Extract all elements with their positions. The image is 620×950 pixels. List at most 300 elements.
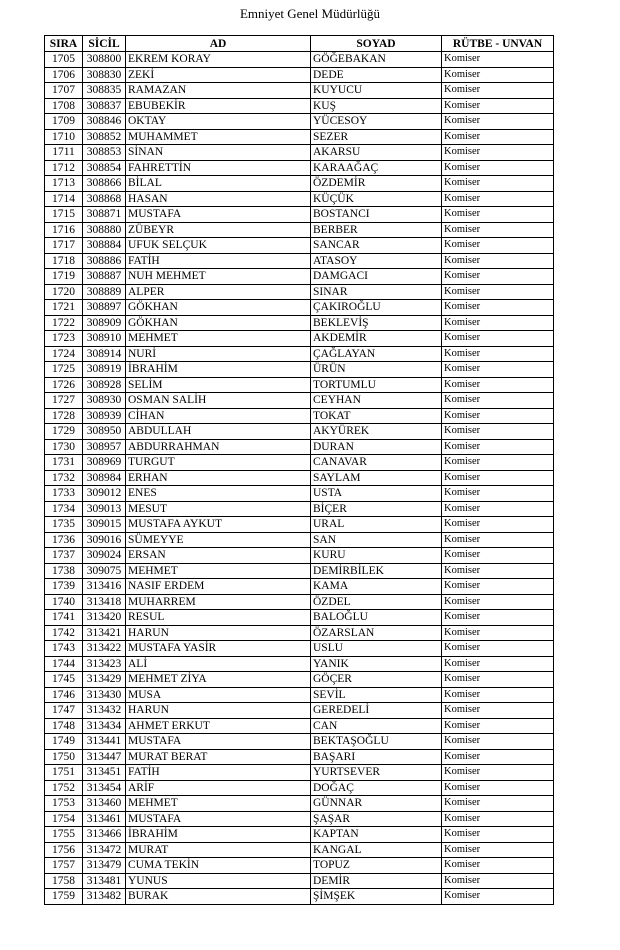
sira-cell: 1757 bbox=[45, 858, 83, 874]
sicil-cell: 313447 bbox=[83, 749, 126, 765]
table-row bbox=[45, 765, 554, 781]
table-row bbox=[45, 362, 554, 378]
rutbe-cell: Komiser bbox=[442, 470, 554, 486]
ad-cell: MURAT bbox=[126, 842, 311, 858]
soyad-cell: BERBER bbox=[311, 222, 442, 238]
rutbe-cell: Komiser bbox=[442, 83, 554, 99]
soyad-cell: AKYÜREK bbox=[311, 424, 442, 440]
sicil-cell: 313418 bbox=[83, 594, 126, 610]
table-row bbox=[45, 517, 554, 533]
ad-cell: EKREM KORAY bbox=[126, 52, 311, 68]
sicil-cell: 308854 bbox=[83, 160, 126, 176]
sicil-cell: 308909 bbox=[83, 315, 126, 331]
sicil-cell: 313422 bbox=[83, 641, 126, 657]
sicil-cell: 308928 bbox=[83, 377, 126, 393]
sicil-cell: 308835 bbox=[83, 83, 126, 99]
table-row bbox=[45, 346, 554, 362]
ad-cell: FATİH bbox=[126, 765, 311, 781]
rutbe-cell: Komiser bbox=[442, 160, 554, 176]
table-row bbox=[45, 889, 554, 905]
soyad-cell: YURTSEVER bbox=[311, 765, 442, 781]
sira-cell: 1758 bbox=[45, 873, 83, 889]
rutbe-cell: Komiser bbox=[442, 191, 554, 207]
rutbe-cell: Komiser bbox=[442, 362, 554, 378]
sira-cell: 1730 bbox=[45, 439, 83, 455]
soyad-cell: BALOĞLU bbox=[311, 610, 442, 626]
rutbe-cell: Komiser bbox=[442, 145, 554, 161]
rutbe-cell: Komiser bbox=[442, 98, 554, 114]
ad-cell: ARİF bbox=[126, 780, 311, 796]
sicil-cell: 313441 bbox=[83, 734, 126, 750]
rutbe-cell: Komiser bbox=[442, 253, 554, 269]
sicil-cell: 313421 bbox=[83, 625, 126, 641]
sicil-cell: 309024 bbox=[83, 548, 126, 564]
sira-cell: 1750 bbox=[45, 749, 83, 765]
soyad-cell: SANCAR bbox=[311, 238, 442, 254]
sicil-cell: 309016 bbox=[83, 532, 126, 548]
soyad-cell: GEREDELİ bbox=[311, 703, 442, 719]
ad-cell: ALİ bbox=[126, 656, 311, 672]
sicil-cell: 309013 bbox=[83, 501, 126, 517]
table-row bbox=[45, 207, 554, 223]
sira-cell: 1710 bbox=[45, 129, 83, 145]
soyad-cell: SAYLAM bbox=[311, 470, 442, 486]
rutbe-cell: Komiser bbox=[442, 858, 554, 874]
sicil-cell: 313466 bbox=[83, 827, 126, 843]
sira-cell: 1722 bbox=[45, 315, 83, 331]
soyad-cell: URAL bbox=[311, 517, 442, 533]
sira-cell: 1708 bbox=[45, 98, 83, 114]
table-row bbox=[45, 579, 554, 595]
table-row bbox=[45, 858, 554, 874]
sira-cell: 1727 bbox=[45, 393, 83, 409]
table-row bbox=[45, 827, 554, 843]
rutbe-cell: Komiser bbox=[442, 129, 554, 145]
sicil-cell: 313430 bbox=[83, 687, 126, 703]
sicil-cell: 313472 bbox=[83, 842, 126, 858]
rutbe-cell: Komiser bbox=[442, 610, 554, 626]
rutbe-cell: Komiser bbox=[442, 687, 554, 703]
soyad-cell: GÖĞEBAKAN bbox=[311, 52, 442, 68]
rutbe-cell: Komiser bbox=[442, 424, 554, 440]
ad-cell: MUSTAFA bbox=[126, 734, 311, 750]
rutbe-cell: Komiser bbox=[442, 889, 554, 905]
sicil-cell: 313461 bbox=[83, 811, 126, 827]
table-row bbox=[45, 749, 554, 765]
sicil-cell: 309012 bbox=[83, 486, 126, 502]
sira-cell: 1728 bbox=[45, 408, 83, 424]
soyad-cell: KURU bbox=[311, 548, 442, 564]
ad-cell: MUHAMMET bbox=[126, 129, 311, 145]
ad-cell: ERHAN bbox=[126, 470, 311, 486]
rutbe-cell: Komiser bbox=[442, 656, 554, 672]
sira-cell: 1738 bbox=[45, 563, 83, 579]
table-row bbox=[45, 486, 554, 502]
table-row bbox=[45, 83, 554, 99]
table-row bbox=[45, 176, 554, 192]
ad-cell: YUNUS bbox=[126, 873, 311, 889]
sicil-cell: 308887 bbox=[83, 269, 126, 285]
ad-cell: MEHMET bbox=[126, 331, 311, 347]
sira-cell: 1745 bbox=[45, 672, 83, 688]
sira-cell: 1740 bbox=[45, 594, 83, 610]
table-row bbox=[45, 563, 554, 579]
sira-cell: 1733 bbox=[45, 486, 83, 502]
soyad-cell: ÇAĞLAYAN bbox=[311, 346, 442, 362]
sira-cell: 1715 bbox=[45, 207, 83, 223]
sira-cell: 1721 bbox=[45, 300, 83, 316]
sicil-cell: 308889 bbox=[83, 284, 126, 300]
ad-cell: MUHARREM bbox=[126, 594, 311, 610]
table-row bbox=[45, 718, 554, 734]
sira-cell: 1743 bbox=[45, 641, 83, 657]
table-row bbox=[45, 408, 554, 424]
sira-cell: 1737 bbox=[45, 548, 83, 564]
table-row bbox=[45, 222, 554, 238]
rutbe-cell: Komiser bbox=[442, 331, 554, 347]
ad-cell: MESUT bbox=[126, 501, 311, 517]
sicil-cell: 313434 bbox=[83, 718, 126, 734]
sicil-cell: 308919 bbox=[83, 362, 126, 378]
soyad-cell: ÇAKIROĞLU bbox=[311, 300, 442, 316]
soyad-cell: DEMİRBİLEK bbox=[311, 563, 442, 579]
sicil-cell: 308950 bbox=[83, 424, 126, 440]
rutbe-cell: Komiser bbox=[442, 439, 554, 455]
ad-cell: HASAN bbox=[126, 191, 311, 207]
table-row bbox=[45, 610, 554, 626]
sicil-cell: 308868 bbox=[83, 191, 126, 207]
sicil-cell: 308837 bbox=[83, 98, 126, 114]
ad-cell: OSMAN SALİH bbox=[126, 393, 311, 409]
table-row bbox=[45, 160, 554, 176]
sicil-cell: 313451 bbox=[83, 765, 126, 781]
sicil-cell: 308939 bbox=[83, 408, 126, 424]
ad-cell: ERSAN bbox=[126, 548, 311, 564]
table-row bbox=[45, 269, 554, 285]
sicil-cell: 313416 bbox=[83, 579, 126, 595]
ad-cell: ZÜBEYR bbox=[126, 222, 311, 238]
rutbe-cell: Komiser bbox=[442, 765, 554, 781]
sicil-cell: 308871 bbox=[83, 207, 126, 223]
ad-cell: BURAK bbox=[126, 889, 311, 905]
table-row bbox=[45, 331, 554, 347]
rutbe-cell: Komiser bbox=[442, 532, 554, 548]
soyad-cell: KANGAL bbox=[311, 842, 442, 858]
soyad-cell: SAN bbox=[311, 532, 442, 548]
rutbe-cell: Komiser bbox=[442, 269, 554, 285]
soyad-cell: KUŞ bbox=[311, 98, 442, 114]
ad-cell: HARUN bbox=[126, 625, 311, 641]
personnel-table bbox=[44, 35, 554, 905]
sira-cell: 1731 bbox=[45, 455, 83, 471]
sicil-cell: 313423 bbox=[83, 656, 126, 672]
sicil-cell: 308957 bbox=[83, 439, 126, 455]
sira-cell: 1746 bbox=[45, 687, 83, 703]
sicil-cell: 308930 bbox=[83, 393, 126, 409]
soyad-cell: KARAAĞAÇ bbox=[311, 160, 442, 176]
ad-cell: BİLAL bbox=[126, 176, 311, 192]
table-row bbox=[45, 284, 554, 300]
table-row bbox=[45, 67, 554, 83]
sira-cell: 1732 bbox=[45, 470, 83, 486]
soyad-cell: BEKTAŞOĞLU bbox=[311, 734, 442, 750]
soyad-cell: KÜÇÜK bbox=[311, 191, 442, 207]
table-row bbox=[45, 52, 554, 68]
ad-cell: AHMET ERKUT bbox=[126, 718, 311, 734]
table-row bbox=[45, 734, 554, 750]
sira-cell: 1752 bbox=[45, 780, 83, 796]
rutbe-cell: Komiser bbox=[442, 238, 554, 254]
ad-cell: HARUN bbox=[126, 703, 311, 719]
soyad-cell: ATASOY bbox=[311, 253, 442, 269]
ad-cell: ENES bbox=[126, 486, 311, 502]
soyad-cell: USLU bbox=[311, 641, 442, 657]
ad-cell: FAHRETTİN bbox=[126, 160, 311, 176]
rutbe-cell: Komiser bbox=[442, 207, 554, 223]
ad-cell: ABDULLAH bbox=[126, 424, 311, 440]
rutbe-cell: Komiser bbox=[442, 315, 554, 331]
sira-cell: 1705 bbox=[45, 52, 83, 68]
rutbe-cell: Komiser bbox=[442, 594, 554, 610]
column-header-soyad: SOYAD bbox=[311, 36, 442, 52]
table-body bbox=[45, 52, 554, 905]
sicil-cell: 313460 bbox=[83, 796, 126, 812]
ad-cell: SÜMEYYE bbox=[126, 532, 311, 548]
table-row bbox=[45, 238, 554, 254]
soyad-cell: YÜCESOY bbox=[311, 114, 442, 130]
sicil-cell: 313432 bbox=[83, 703, 126, 719]
ad-cell: NURİ bbox=[126, 346, 311, 362]
rutbe-cell: Komiser bbox=[442, 501, 554, 517]
sira-cell: 1749 bbox=[45, 734, 83, 750]
ad-cell: İBRAHİM bbox=[126, 362, 311, 378]
soyad-cell: CAN bbox=[311, 718, 442, 734]
table-row bbox=[45, 191, 554, 207]
ad-cell: CUMA TEKİN bbox=[126, 858, 311, 874]
ad-cell: ALPER bbox=[126, 284, 311, 300]
rutbe-cell: Komiser bbox=[442, 300, 554, 316]
soyad-cell: KAMA bbox=[311, 579, 442, 595]
sira-cell: 1742 bbox=[45, 625, 83, 641]
rutbe-cell: Komiser bbox=[442, 486, 554, 502]
sicil-cell: 313481 bbox=[83, 873, 126, 889]
rutbe-cell: Komiser bbox=[442, 625, 554, 641]
table-row bbox=[45, 811, 554, 827]
rutbe-cell: Komiser bbox=[442, 579, 554, 595]
table-row bbox=[45, 672, 554, 688]
sira-cell: 1714 bbox=[45, 191, 83, 207]
ad-cell: EBUBEKİR bbox=[126, 98, 311, 114]
rutbe-cell: Komiser bbox=[442, 780, 554, 796]
rutbe-cell: Komiser bbox=[442, 827, 554, 843]
sira-cell: 1723 bbox=[45, 331, 83, 347]
table-row bbox=[45, 145, 554, 161]
ad-cell: SİNAN bbox=[126, 145, 311, 161]
soyad-cell: DEMİR bbox=[311, 873, 442, 889]
sira-cell: 1707 bbox=[45, 83, 83, 99]
sicil-cell: 308897 bbox=[83, 300, 126, 316]
table-row bbox=[45, 439, 554, 455]
column-header-sira: SIRA bbox=[45, 36, 83, 52]
soyad-cell: ÜRÜN bbox=[311, 362, 442, 378]
sira-cell: 1751 bbox=[45, 765, 83, 781]
sicil-cell: 308880 bbox=[83, 222, 126, 238]
soyad-cell: DAMGACI bbox=[311, 269, 442, 285]
sira-cell: 1716 bbox=[45, 222, 83, 238]
sicil-cell: 308852 bbox=[83, 129, 126, 145]
soyad-cell: TOKAT bbox=[311, 408, 442, 424]
sira-cell: 1711 bbox=[45, 145, 83, 161]
soyad-cell: ŞİMŞEK bbox=[311, 889, 442, 905]
ad-cell: GÖKHAN bbox=[126, 300, 311, 316]
soyad-cell: TORTUMLU bbox=[311, 377, 442, 393]
rutbe-cell: Komiser bbox=[442, 114, 554, 130]
sicil-cell: 308884 bbox=[83, 238, 126, 254]
soyad-cell: SEZER bbox=[311, 129, 442, 145]
rutbe-cell: Komiser bbox=[442, 811, 554, 827]
table-row bbox=[45, 393, 554, 409]
sira-cell: 1720 bbox=[45, 284, 83, 300]
header-row bbox=[45, 36, 554, 52]
sicil-cell: 308853 bbox=[83, 145, 126, 161]
table-row bbox=[45, 780, 554, 796]
sira-cell: 1725 bbox=[45, 362, 83, 378]
table-row bbox=[45, 98, 554, 114]
ad-cell: MUSTAFA YASİR bbox=[126, 641, 311, 657]
ad-cell: TURGUT bbox=[126, 455, 311, 471]
table-row bbox=[45, 656, 554, 672]
ad-cell: MUSTAFA bbox=[126, 811, 311, 827]
table-row bbox=[45, 548, 554, 564]
ad-cell: MURAT BERAT bbox=[126, 749, 311, 765]
sicil-cell: 308984 bbox=[83, 470, 126, 486]
rutbe-cell: Komiser bbox=[442, 377, 554, 393]
sicil-cell: 313429 bbox=[83, 672, 126, 688]
sicil-cell: 308846 bbox=[83, 114, 126, 130]
soyad-cell: DOĞAÇ bbox=[311, 780, 442, 796]
ad-cell: NASIF ERDEM bbox=[126, 579, 311, 595]
rutbe-cell: Komiser bbox=[442, 408, 554, 424]
sira-cell: 1726 bbox=[45, 377, 83, 393]
table-row bbox=[45, 796, 554, 812]
rutbe-cell: Komiser bbox=[442, 796, 554, 812]
sicil-cell: 313454 bbox=[83, 780, 126, 796]
rutbe-cell: Komiser bbox=[442, 563, 554, 579]
sira-cell: 1755 bbox=[45, 827, 83, 843]
soyad-cell: ÖZDEMİR bbox=[311, 176, 442, 192]
ad-cell: ABDURRAHMAN bbox=[126, 439, 311, 455]
soyad-cell: AKARSU bbox=[311, 145, 442, 161]
rutbe-cell: Komiser bbox=[442, 346, 554, 362]
column-header-rutbe: RÜTBE - UNVAN bbox=[442, 36, 554, 52]
sicil-cell: 309015 bbox=[83, 517, 126, 533]
soyad-cell: BEKLEVİŞ bbox=[311, 315, 442, 331]
sicil-cell: 313482 bbox=[83, 889, 126, 905]
sicil-cell: 308866 bbox=[83, 176, 126, 192]
soyad-cell: ÖZARSLAN bbox=[311, 625, 442, 641]
sicil-cell: 308969 bbox=[83, 455, 126, 471]
ad-cell: MUSTAFA AYKUT bbox=[126, 517, 311, 533]
ad-cell: MEHMET bbox=[126, 796, 311, 812]
soyad-cell: BOSTANCI bbox=[311, 207, 442, 223]
rutbe-cell: Komiser bbox=[442, 734, 554, 750]
soyad-cell: GÜNNAR bbox=[311, 796, 442, 812]
sira-cell: 1717 bbox=[45, 238, 83, 254]
table-row bbox=[45, 470, 554, 486]
page-title: Emniyet Genel Müdürlüğü bbox=[239, 6, 381, 21]
ad-cell: MUSA bbox=[126, 687, 311, 703]
table-row bbox=[45, 532, 554, 548]
rutbe-cell: Komiser bbox=[442, 176, 554, 192]
sira-cell: 1739 bbox=[45, 579, 83, 595]
table-row bbox=[45, 315, 554, 331]
sicil-cell: 308886 bbox=[83, 253, 126, 269]
table-header bbox=[45, 36, 554, 52]
table-row bbox=[45, 703, 554, 719]
sicil-cell: 309075 bbox=[83, 563, 126, 579]
ad-cell: ZEKİ bbox=[126, 67, 311, 83]
ad-cell: SELİM bbox=[126, 377, 311, 393]
table-row bbox=[45, 625, 554, 641]
sira-cell: 1729 bbox=[45, 424, 83, 440]
soyad-cell: SEVİL bbox=[311, 687, 442, 703]
sira-cell: 1724 bbox=[45, 346, 83, 362]
rutbe-cell: Komiser bbox=[442, 548, 554, 564]
soyad-cell: ÖZDEL bbox=[311, 594, 442, 610]
soyad-cell: BİÇER bbox=[311, 501, 442, 517]
sicil-cell: 313479 bbox=[83, 858, 126, 874]
rutbe-cell: Komiser bbox=[442, 52, 554, 68]
sira-cell: 1706 bbox=[45, 67, 83, 83]
sira-cell: 1718 bbox=[45, 253, 83, 269]
rutbe-cell: Komiser bbox=[442, 641, 554, 657]
ad-cell: CİHAN bbox=[126, 408, 311, 424]
soyad-cell: ŞAŞAR bbox=[311, 811, 442, 827]
sira-cell: 1747 bbox=[45, 703, 83, 719]
sira-cell: 1744 bbox=[45, 656, 83, 672]
table-row bbox=[45, 594, 554, 610]
rutbe-cell: Komiser bbox=[442, 718, 554, 734]
sira-cell: 1741 bbox=[45, 610, 83, 626]
ad-cell: RAMAZAN bbox=[126, 83, 311, 99]
sira-cell: 1709 bbox=[45, 114, 83, 130]
rutbe-cell: Komiser bbox=[442, 455, 554, 471]
sira-cell: 1713 bbox=[45, 176, 83, 192]
table-row bbox=[45, 455, 554, 471]
soyad-cell: GÖÇER bbox=[311, 672, 442, 688]
table-row bbox=[45, 873, 554, 889]
rutbe-cell: Komiser bbox=[442, 67, 554, 83]
table-row bbox=[45, 641, 554, 657]
ad-cell: MEHMET bbox=[126, 563, 311, 579]
rutbe-cell: Komiser bbox=[442, 393, 554, 409]
sira-cell: 1756 bbox=[45, 842, 83, 858]
table-row bbox=[45, 129, 554, 145]
table-row bbox=[45, 253, 554, 269]
table-row bbox=[45, 114, 554, 130]
sira-cell: 1753 bbox=[45, 796, 83, 812]
sicil-cell: 308910 bbox=[83, 331, 126, 347]
table-row bbox=[45, 501, 554, 517]
soyad-cell: KUYUCU bbox=[311, 83, 442, 99]
rutbe-cell: Komiser bbox=[442, 703, 554, 719]
column-header-ad: AD bbox=[126, 36, 311, 52]
soyad-cell: CEYHAN bbox=[311, 393, 442, 409]
soyad-cell: TOPUZ bbox=[311, 858, 442, 874]
rutbe-cell: Komiser bbox=[442, 842, 554, 858]
soyad-cell: BAŞARI bbox=[311, 749, 442, 765]
ad-cell: MUSTAFA bbox=[126, 207, 311, 223]
